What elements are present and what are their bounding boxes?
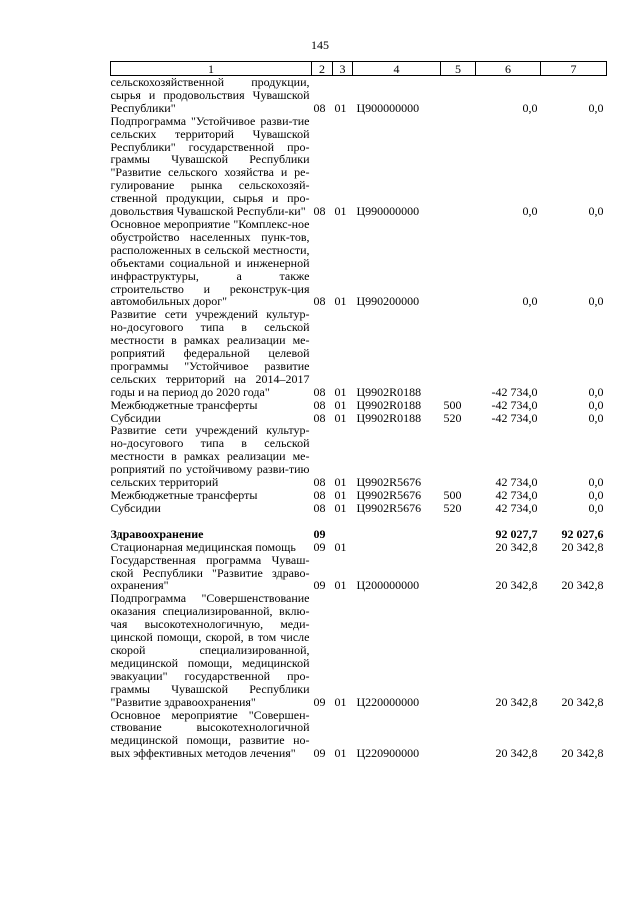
row-amount-change: 0,0 <box>522 100 538 115</box>
row-amount-total: 20 342,8 <box>561 746 604 761</box>
row-description: Развитие сети учреждений культур-но-досугового типа в сельской местности в рамках реализации ме-роприятий по устойчивому разви-тию сельских территорий <box>110 423 310 490</box>
row-amount-total: 20 342,8 <box>561 578 604 593</box>
column-header-6: 6 <box>476 62 541 76</box>
column-header-1: 1 <box>111 62 312 76</box>
column-header-7: 7 <box>541 62 607 76</box>
table-row <box>111 218 607 308</box>
column-header-5: 5 <box>441 62 476 76</box>
row-subsection-code <box>333 515 353 528</box>
row-amount-change: 20 342,8 <box>495 694 538 709</box>
row-target-code: Ц9902R0188 <box>356 384 422 399</box>
row-amount-total: 92 027,6 <box>561 526 604 541</box>
row-target-code: Ц990000000 <box>356 204 420 219</box>
row-target-code: Ц990200000 <box>356 294 420 309</box>
row-amount-change: 92 027,7 <box>495 526 538 541</box>
row-subsection-code <box>333 528 353 541</box>
table-row <box>111 502 607 515</box>
row-target-code: Ц9902R5676 <box>356 488 422 502</box>
row-amount-change: -42 734,0 <box>491 384 538 399</box>
row-description: Государственная программа Чуваш-ской Республики "Развитие здраво-охранения" <box>110 552 310 593</box>
row-description: Развитие сети учреждений культур-но-досугового типа в сельской местности в рамках реализации ме-роприятий федеральной целевой программы "Устойчивое развитие сельских территорий на 2014–2017 годы и на период до 2020 года" <box>110 307 310 399</box>
table-row <box>111 115 607 218</box>
table-row <box>111 399 607 412</box>
row-description: Межбюджетные трансферты <box>110 397 258 412</box>
row-amount-total: 0,0 <box>588 475 604 490</box>
row-expense-type: 520 <box>443 500 462 515</box>
row-expense-type <box>441 115 476 218</box>
row-section-code: 08 <box>313 410 326 425</box>
row-description: сельскохозяйственной продукции, сырья и продовольствия Чувашской Республики" <box>110 75 310 115</box>
table-row <box>111 709 607 761</box>
row-subsection-code: 01 <box>334 694 347 709</box>
table-row <box>111 541 607 554</box>
row-expense-type: 500 <box>443 397 462 412</box>
row-expense-type: 520 <box>443 410 462 425</box>
row-subsection-code: 01 <box>334 100 347 115</box>
row-description: Субсидии <box>110 500 161 515</box>
row-amount-change: 20 342,8 <box>495 578 538 593</box>
row-target-code <box>353 515 441 528</box>
row-amount-change: 0,0 <box>522 204 538 219</box>
row-amount-change: -42 734,0 <box>491 410 538 425</box>
row-amount-total: 0,0 <box>588 410 604 425</box>
row-subsection-code: 01 <box>334 746 347 761</box>
row-amount-change: 0,0 <box>522 294 538 309</box>
row-section-code: 08 <box>313 500 326 515</box>
row-amount-total: 20 342,8 <box>561 694 604 709</box>
row-subsection-code: 01 <box>334 578 347 593</box>
row-amount-total: 0,0 <box>588 488 604 502</box>
row-expense-type <box>441 541 476 554</box>
row-amount-change <box>476 515 541 528</box>
row-description: Стационарная медицинская помощь <box>110 539 296 554</box>
row-amount-change: 20 342,8 <box>495 746 538 761</box>
row-section-code: 09 <box>313 578 326 593</box>
row-amount-change: 42 734,0 <box>495 500 538 515</box>
table-body <box>111 76 607 761</box>
table-row <box>111 592 607 708</box>
table-row <box>111 424 607 489</box>
row-section-code: 09 <box>313 539 326 554</box>
row-expense-type <box>441 424 476 489</box>
row-description: Подпрограмма "Совершенствование оказания специализированной, вклю-чая высокотехнологичную, меди-цинской помощи, скорой, в том числе скорой специализированной, медицинской помощи, медицинской эвакуации" государственной про-граммы Чувашской Республики "Развитие здравоохранения" <box>110 591 310 709</box>
row-subsection-code: 01 <box>334 539 347 554</box>
row-amount-total <box>541 515 607 528</box>
row-expense-type: 500 <box>443 488 462 502</box>
row-section-code: 08 <box>313 475 326 490</box>
row-expense-type <box>441 528 476 541</box>
table-header-row <box>111 62 607 76</box>
column-header-4: 4 <box>353 62 441 76</box>
row-expense-type <box>441 308 476 398</box>
row-target-code <box>353 541 441 554</box>
row-target-code <box>353 528 441 541</box>
row-subsection-code: 01 <box>334 397 347 412</box>
row-description <box>111 515 312 528</box>
row-subsection-code: 01 <box>334 410 347 425</box>
table-row <box>111 554 607 593</box>
row-target-code: Ц200000000 <box>356 578 420 593</box>
row-section-code: 08 <box>313 294 326 309</box>
row-section-code: 09 <box>313 526 326 541</box>
row-section-code: 08 <box>313 204 326 219</box>
table-row <box>111 76 607 115</box>
row-target-code: Ц220900000 <box>356 746 420 761</box>
row-subsection-code: 01 <box>334 500 347 515</box>
row-section-code: 08 <box>313 100 326 115</box>
row-amount-total: 0,0 <box>588 294 604 309</box>
row-section-code: 08 <box>313 488 326 502</box>
row-expense-type <box>441 515 476 528</box>
row-expense-type <box>441 709 476 761</box>
row-amount-change: 42 734,0 <box>495 475 538 490</box>
page-number: 145 <box>311 38 329 52</box>
row-target-code: Ц9902R0188 <box>356 397 422 412</box>
column-header-3: 3 <box>333 62 353 76</box>
row-target-code: Ц900000000 <box>356 100 420 115</box>
row-description: Межбюджетные трансферты <box>110 488 258 502</box>
row-target-code: Ц9902R5676 <box>356 475 422 490</box>
row-description: Субсидии <box>110 410 161 425</box>
row-amount-change: 42 734,0 <box>495 488 538 502</box>
row-description: Подпрограмма "Устойчивое разви-тие сельских территорий Чувашской Республики" государственной про-граммы Чувашской Республики "Развитие сельского хозяйства и ре-гулирование рынка сельскохозяй-ственной продукции, сырья и про-довольствия Чувашской Республи-ки" <box>110 113 310 219</box>
row-description: Основное мероприятие "Комплекс-ное обустройство населенных пунк-тов, расположенных в сельской местности, объектами социальной и инженерной инфраструктуры, а также строительство и реконструк-ция автомобильных дорог" <box>110 216 310 309</box>
row-expense-type <box>441 218 476 308</box>
row-amount-total: 0,0 <box>588 500 604 515</box>
row-amount-total: 20 342,8 <box>561 539 604 554</box>
row-expense-type <box>441 76 476 115</box>
row-section-code <box>312 515 333 528</box>
row-subsection-code: 01 <box>334 488 347 502</box>
row-subsection-code: 01 <box>334 384 347 399</box>
row-section-code: 08 <box>313 397 326 412</box>
row-section-code: 09 <box>313 746 326 761</box>
row-amount-change: 20 342,8 <box>495 539 538 554</box>
row-section-code: 09 <box>313 694 326 709</box>
table-row <box>111 489 607 502</box>
row-amount-change: -42 734,0 <box>491 397 538 412</box>
row-subsection-code: 01 <box>334 294 347 309</box>
table-row <box>111 528 607 541</box>
row-description: Основное мероприятие "Совершен-ствование высокотехнологичной медицинской помощи, развитие но-вых эффективных методов лечения" <box>110 707 310 761</box>
row-description: Здравоохранение <box>110 526 204 541</box>
row-amount-total: 0,0 <box>588 397 604 412</box>
row-expense-type <box>441 554 476 593</box>
budget-table <box>110 61 607 760</box>
row-subsection-code: 01 <box>334 475 347 490</box>
row-subsection-code: 01 <box>334 204 347 219</box>
row-target-code: Ц9902R5676 <box>356 500 422 515</box>
row-section-code: 08 <box>313 384 326 399</box>
row-amount-total: 0,0 <box>588 384 604 399</box>
row-target-code: Ц9902R0188 <box>356 410 422 425</box>
row-expense-type <box>441 592 476 708</box>
spacer-row <box>111 515 607 528</box>
row-amount-total: 0,0 <box>588 204 604 219</box>
column-header-2: 2 <box>312 62 333 76</box>
row-target-code: Ц220000000 <box>356 694 420 709</box>
row-amount-total: 0,0 <box>588 100 604 115</box>
table-row <box>111 308 607 398</box>
